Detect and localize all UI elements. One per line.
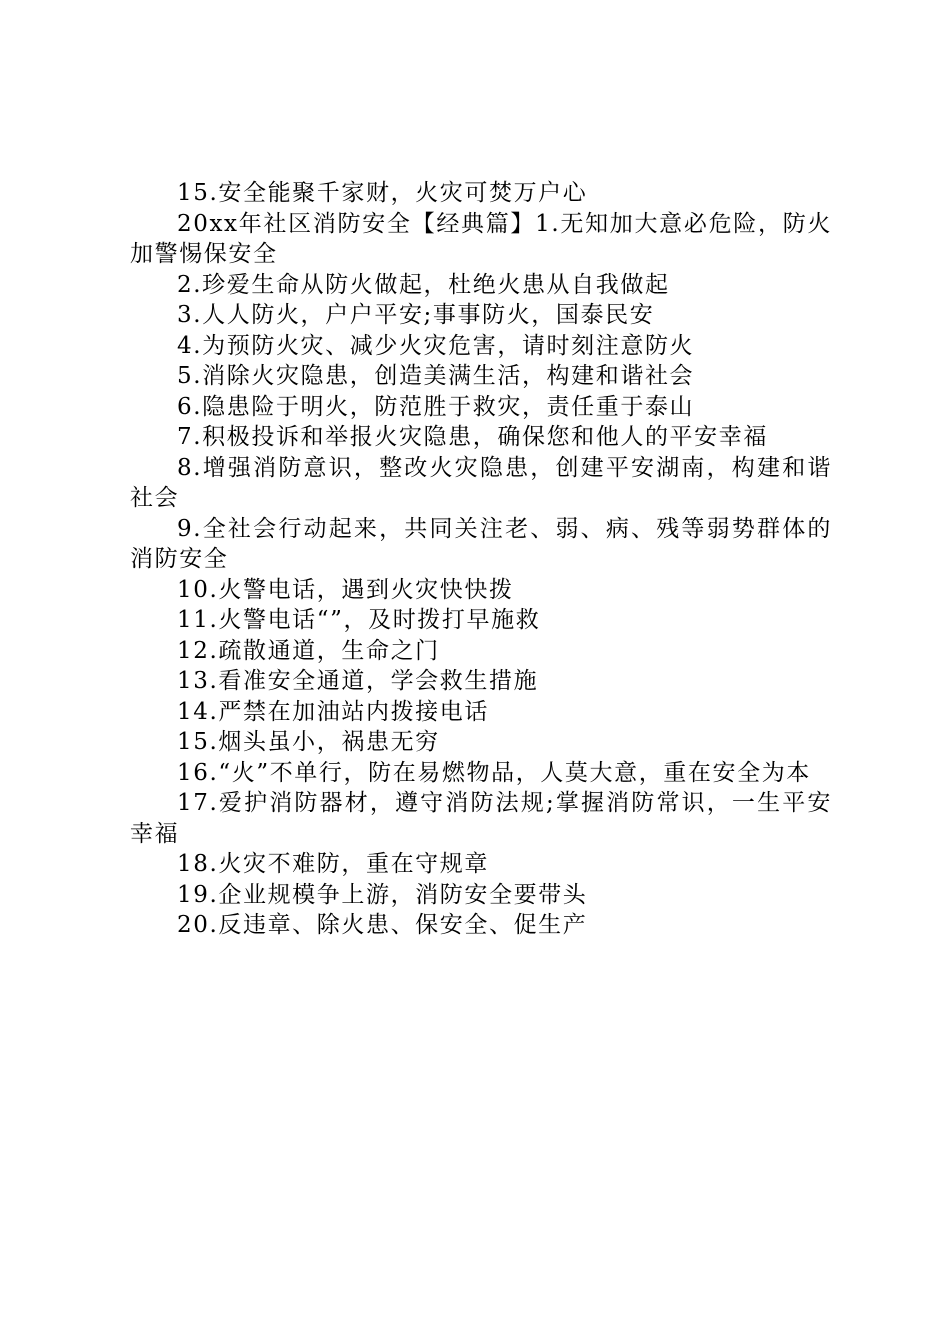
paragraph-16: 15.烟头虽小，祸患无穷 <box>177 729 440 755</box>
paragraph-11: 10.火警电话，遇到火灾快快拨 <box>177 576 514 603</box>
paragraph-19: 18.火灾不难防，重在守规章 <box>177 851 489 877</box>
paragraph-17: 16.“火”不单行，防在易燃物品，人莫大意，重在安全为本 <box>177 759 811 786</box>
document-body <box>130 178 832 941</box>
paragraph-3: 2.珍爱生命从防火做起，杜绝火患从自我做起 <box>177 271 670 298</box>
paragraph-21: 20.反违章、除火患、保安全、促生产 <box>177 912 588 938</box>
paragraph-9: 8.增强消防意识，整改火灾隐患，创建平安湖南，构建和谐社会 <box>130 454 832 511</box>
paragraph-4: 3.人人防火，户户平安;事事防火，国泰民安 <box>177 302 655 328</box>
paragraph-14: 13.看准安全通道，学会救生措施 <box>177 668 539 694</box>
paragraph-18: 17.爱护消防器材，遵守消防法规;掌握消防常识，一生平安幸福 <box>130 790 832 847</box>
paragraph-2: 20xx年社区消防安全【经典篇】1.无知加大意必危险，防火加警惕保安全 <box>130 210 832 267</box>
paragraph-8: 7.积极投诉和举报火灾隐患，确保您和他人的平安幸福 <box>177 424 768 450</box>
paragraph-12: 11.火警电话“”，及时拨打早施救 <box>177 607 541 633</box>
paragraph-1: 15.安全能聚千家财，火灾可焚万户心 <box>177 180 588 206</box>
paragraph-15: 14.严禁在加油站内拨接电话 <box>177 698 489 725</box>
paragraph-5: 4.为预防火灾、减少火灾危害，请时刻注意防火 <box>177 332 695 359</box>
paragraph-7: 6.隐患险于明火，防范胜于救灾，责任重于泰山 <box>177 393 695 420</box>
paragraph-13: 12.疏散通道，生命之门 <box>177 637 440 664</box>
paragraph-20: 19.企业规模争上游，消防安全要带头 <box>177 881 588 908</box>
paragraph-10: 9.全社会行动起来，共同关注老、弱、病、残等弱势群体的消防安全 <box>130 515 832 572</box>
paragraph-6: 5.消除火灾隐患，创造美满生活，构建和谐社会 <box>177 363 695 389</box>
